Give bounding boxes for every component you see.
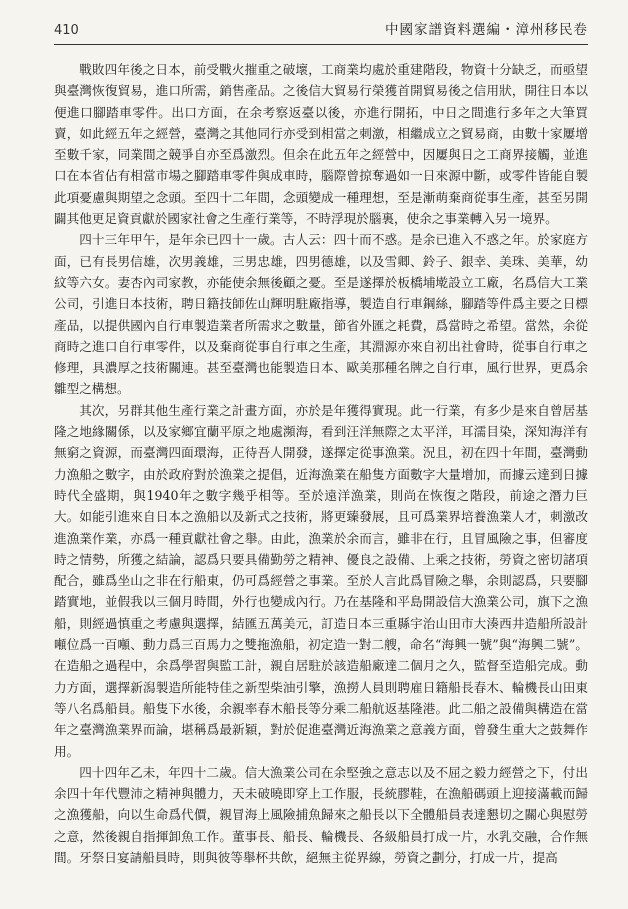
paragraph: 戰敗四年後之日本，前受戰火摧重之破壞，工商業均處於重建階段，物資十分缺乏，而亟望與臺灣恢復貿易，進口所需，銷售產品。之後信大貿易行榮獲首開貿易後之信用狀，開往日本以便進口腳踏車零件。出口方面，在余考察返臺以後，亦進行開拓，中日之間進行多年之大筆買賣，如此經五年之經營，臺灣之其他同行亦受到相當之刺激，相繼成立之貿易商，由數十家屢增至數千家，同業間之競爭自亦至爲激烈。但余在此五年之經營中，因屢與日之工商界接觸，並進口在本省佔有相當市場之腳踏車零件與成車時，腦際曾掠奪過如一日來源中斷，或零件皆能自製此項憂慮與期望之念頭。至四十二年間，念頭變成一種理想，至是漸萌棄商從事生產，甚至另開闢其他更足資貢獻於國家社會之生產行業等，不時浮現於腦裏，使余之事業轉入另一境界。 [54,62,588,227]
book-title: 中國家譜資料選編・漳州移民卷 [385,22,588,38]
paragraph: 四十三年甲午，是年余已四十一歲。古人云：四十而不惑。是余已進入不惑之年。於家庭方面，已有長男信雄，次男義雄，三男忠雄，四男德雄，以及雪卿、鈴子、銀幸、美珠、美華，幼紋等六女。妻杏內司家教，亦能使余無後顧之憂。至是遂擇於板橋埔墘設立工廠，名爲信大工業公司，引進日本技術，聘日籍技師佐山輝明駐廠指導，製造自行車鋼絲，腳踏等件爲主要之日標產品，以提供國內自行車製造業者所需求之數量，節省外匯之耗費，爲當時之希望。當然，余從商時之進口自行車零件，以及棄商從事自行車之生產，其淵源亦來自初出社會時，從事自行車之修理，具濃厚之技術關連。甚至臺灣也能製造日本、歐美那種名牌之自行車，風行世界，更爲余雛型之構想。 [54,232,588,397]
paragraph: 其次，另群其他生產行業之計畫方面，亦於是年獲得實現。此一行業，有多少是來自曾居基隆之地緣關係，以及家鄉宜蘭平原之地處瀕海，看到汪洋無際之太平洋，耳濡目染，深知海洋有無窮之資源，而臺灣四面環海，正待吾人開發，遂擇定從事漁業。況且，初在四十年間，臺灣動力漁船之數字，由於政府對於漁業之提倡，近海漁業在船隻方面數字大量增加，而據云達到日據時代全盛期，與1940年之數字幾乎相等。至於遠洋漁業，則尚在恢復之階段，前途之潛力巨大。如能引進來自日本之漁船以及新式之技術，將更臻發展，且可爲業界培養漁業人才，刺激改進漁業作業，亦爲一種貢獻社會之舉。由此，漁業於余而言，雖非在行，且冒風險之事，但審度時之情勢，所獲之結論，認爲只要具備勤勞之精神、優良之設備、上乘之技術，勞資之密切諸項配合，雖爲坐山之非在行船東，仍可爲經營之事業。至於人言此爲冒險之舉，余則認爲，只要腳踏實地，並假我以三個月時間，外行也變成內行。乃在基隆和平島開設信大漁業公司，旗下之漁船，則經過慎重之考慮與選擇，結匯五萬美元，訂造日本三重縣宇治山田市大湊西井造船所設計噸位爲一百噸、動力爲三百馬力之雙拖漁船，初定造一對二艘，命名“海興一號”與“海興二號”。在造船之過程中，余爲學習與監工計，親自居駐於該造船廠達二個月之久，監督至造船完成。動力方面，選擇新潟製造所能特佳之新型柴油引擎，漁撈人員則聘雇日籍船長春木、輪機長山田東等八名爲船員。船隻下水後，余親率春木船長等分乘二船航返基隆港。此二船之設備與構造在當年之臺灣漁業界而論，堪稱爲最新穎，對於促進臺灣近海漁業之意義方面，曾發生重大之鼓舞作用。 [54,402,588,759]
paragraph: 四十四年乙未，年四十二歲。信大漁業公司在余堅強之意志以及不屈之毅力經營之下，付出余四十年代豐沛之精神與體力，天未破曉即穿上工作服，長統膠鞋，在漁船碼頭上迎接滿載而歸之漁獲船，向以生命爲代價，親冒海上風險捕魚歸來之船長以下全體船員表達懇切之關心與慰勞之意，然後親自指揮卸魚工作。董事長、船長、輪機長、各級船員打成一片，水乳交融，合作無間。牙祭日宴請船員時，則與彼等舉杯共飲，絕無主從界線，勞資之劃分，打成一片，提高 [54,764,588,865]
page-header [54,18,588,45]
body-text [54,59,588,868]
page-number: 410 [54,23,79,38]
